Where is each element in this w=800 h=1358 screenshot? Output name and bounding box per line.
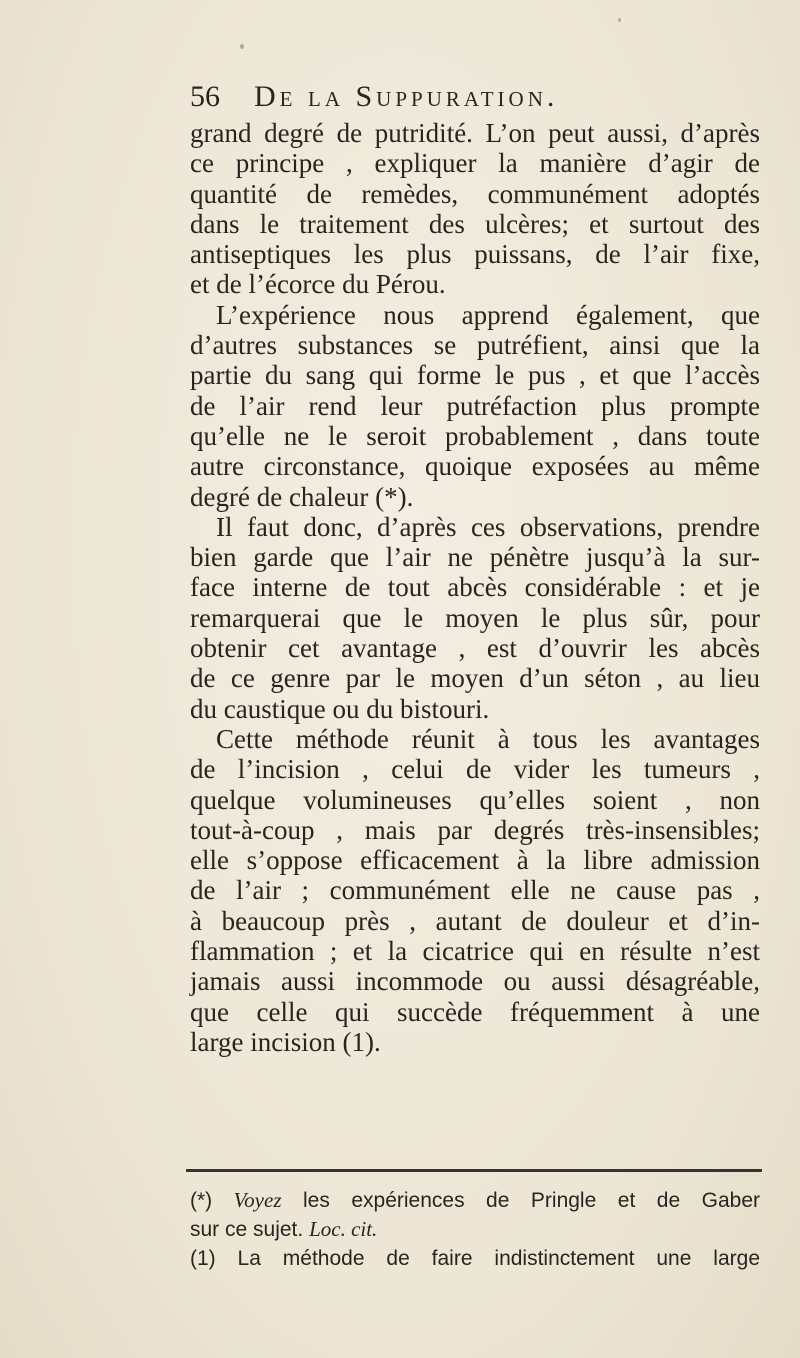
- text-line: d’autres substances se putréfient, ainsi que la: [190, 330, 760, 361]
- text-line: obtenir cet avantage , est d’ouvrir les abcès: [190, 633, 760, 664]
- text-line: grand degré de putridité. L’on peut aussi, d’après: [190, 118, 760, 148]
- paper-speck: [618, 18, 621, 22]
- text-line: jamais aussi incommode ou aussi désagréable,: [190, 966, 760, 997]
- text-line: de l’air rend leur putréfaction plus prompte: [190, 390, 760, 421]
- footnote-mark: (*): [190, 1189, 213, 1212]
- text-line: ce principe , expliquer la manière d’agir de: [190, 148, 760, 179]
- text-line: bien garde que l’air ne pénètre jusqu’à la sur-: [190, 542, 760, 573]
- footnote-text: sur ce sujet.: [190, 1218, 304, 1241]
- text-line: large incision (1).: [190, 1026, 381, 1057]
- text-line: tout-à-coup , mais par degrés très-insensibles;: [190, 814, 760, 845]
- text-line: flammation ; et la cicatrice qui en résulte n’est: [190, 936, 760, 967]
- footnote-one: (1) La méthode de faire indistinctement une large: [190, 1247, 760, 1270]
- footnotes: [190, 1186, 760, 1273]
- text-line: remarquerai que le moyen le plus sûr, pour: [190, 602, 760, 633]
- text-line: degré de chaleur (*).: [190, 481, 414, 512]
- text-line: partie du sang qui forme le pus , et que l’accès: [190, 360, 760, 391]
- footnote-citation: Loc. cit.: [309, 1217, 378, 1241]
- running-title: De la Suppuration.: [254, 80, 559, 113]
- footnote-rule: [186, 1169, 762, 1172]
- paragraph-start-line: Cette méthode réunit à tous les avantages: [216, 723, 760, 754]
- page-number: 56: [190, 80, 220, 113]
- footnote-star: [190, 1186, 760, 1215]
- body-text: [190, 118, 760, 1057]
- text-line: autre circonstance, quoique exposées au même: [190, 451, 760, 482]
- text-line: de l’incision , celui de vider les tumeurs ,: [190, 754, 760, 785]
- text-line: à beaucoup près , autant de douleur et d’in-: [190, 905, 760, 936]
- text-line: quelque volumineuses qu’elles soient , non: [190, 784, 760, 815]
- text-line: elle s’oppose efficacement à la libre admission: [190, 845, 760, 876]
- text-line: que celle qui succède fréquemment à une: [190, 996, 760, 1027]
- text-line: dans le traitement des ulcères; et surtout des: [190, 208, 760, 239]
- text-line: de l’air ; communément elle ne cause pas ,: [190, 875, 760, 906]
- paragraph-start-line: L’expérience nous apprend également, que: [216, 299, 760, 330]
- text-line: qu’elle ne le seroit probablement , dans toute: [190, 420, 760, 451]
- text-line: face interne de tout abcès considérable : et je: [190, 572, 760, 603]
- footnote-text: les expériences de Pringle et de Gaber: [303, 1189, 760, 1212]
- footnote-italic-text: Voyez: [233, 1188, 282, 1212]
- text-line: de ce genre par le moyen d’un séton , au lieu: [190, 663, 760, 694]
- paper-speck: [240, 44, 244, 49]
- footnote-star-continued: [190, 1215, 760, 1244]
- page-header: [190, 80, 750, 116]
- text-line: et de l’écorce du Pérou.: [190, 269, 446, 300]
- text-line: antiseptiques les plus puissans, de l’air fixe,: [190, 239, 760, 270]
- paragraph-start-line: Il faut donc, d’après ces observations, prendre: [216, 511, 760, 542]
- text-line: du caustique ou du bistouri.: [190, 693, 490, 724]
- text-line: quantité de remèdes, communément adoptés: [190, 178, 760, 209]
